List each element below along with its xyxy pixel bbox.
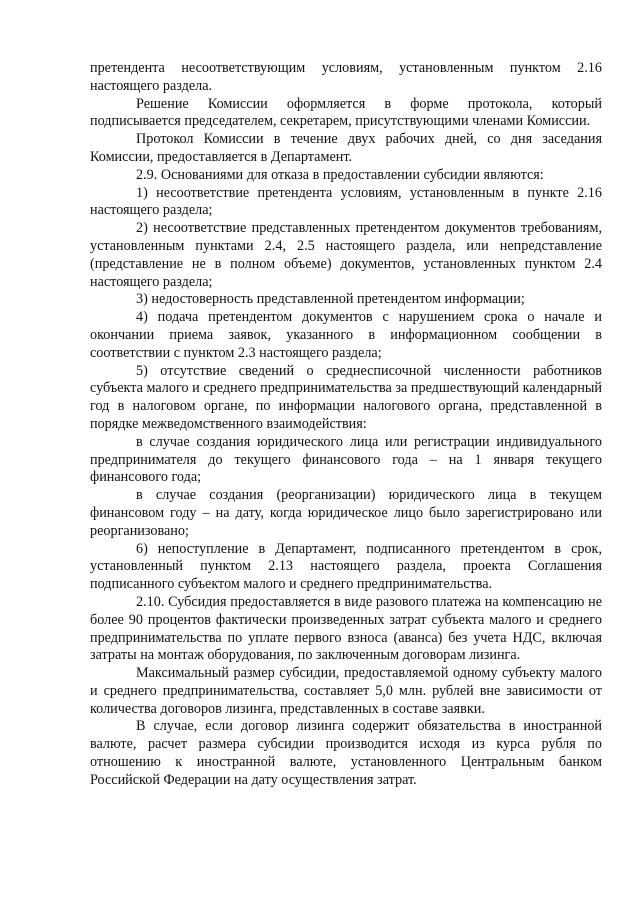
- paragraph-item-1: 1) несоответствие претендента условиям, установленным в пункте 2.16 настоящего раздела;: [90, 184, 602, 219]
- paragraph-item-2: 2) несоответствие представленных претендентом документов требованиям, установленным пунктами 2.4, 2.5 настоящего раздела, или непредставление (представление не в полном объеме) документов, установленных пунктом 2.4 настоящего раздела;: [90, 220, 602, 290]
- paragraph-section-2-9: 2.9. Основаниями для отказа в предоставлении субсидии являются:: [136, 166, 544, 183]
- paragraph-item-5-case-a: в случае создания юридического лица или регистрации индивидуального предпринимателя до текущего финансового года – на 1 января текущего финансового года;: [90, 433, 602, 486]
- paragraph-item-4: 4) подача претендентом документов с нарушением срока о начале и окончании приема заявок, указанного в информационном сообщении в соответствии с пунктом 2.3 настоящего раздела;: [90, 309, 602, 361]
- paragraph-item-6: 6) непоступление в Департамент, подписанного претендентом в срок, установленный пунктом 2.13 настоящего раздела, проекта Соглашения подписанного субъектом малого и среднего предпринимательства.: [90, 540, 602, 593]
- paragraph-continuation: претендента несоответствующим условиям, установленным пунктом 2.16 настоящего раздела.: [90, 60, 602, 94]
- paragraph-item-5-case-b: в случае создания (реорганизации) юридического лица в текущем финансовом году – на дату, когда юридическое лицо было зарегистрировано или реорганизовано;: [90, 487, 602, 539]
- paragraph-item-5: 5) отсутствие сведений о среднесписочной численности работников субъекта малого и среднего предпринимательства за предшествующий календарный год в налоговом органе, по информации налогового органа, представленной в порядке межведомственного взаимодействия:: [90, 362, 602, 432]
- paragraph-section-2-10: 2.10. Субсидия предоставляется в виде разового платежа на компенсацию не более 90 процентов фактически произведенных затрат субъекта малого и среднего предпринимательства по уплате первого взноса (аванса) без учета НДС, включая затраты на монтаж оборудования, по заключенным договорам лизинга.: [90, 593, 602, 664]
- paragraph-foreign-currency: В случае, если договор лизинга содержит обязательства в иностранной валюте, расчет размера субсидии производится исходя из курса рубля по отношению к иностранной валюте, установленного Центральным банком Российской Федерации на дату осуществления затрат.: [90, 718, 602, 788]
- paragraph-commission-decision: Решение Комиссии оформляется в форме протокола, который подписывается председателем, секретарем, присутствующими членами Комиссии.: [90, 95, 602, 130]
- paragraph-item-3: 3) недостоверность представленной претендентом информации;: [136, 291, 525, 308]
- paragraph-max-subsidy: Максимальный размер субсидии, предоставляемой одному субъекту малого и среднего предпринимательства, составляет 5,0 млн. рублей вне зависимости от количества договоров лизинга, представленных в составе заявки.: [90, 665, 602, 717]
- paragraph-commission-protocol: Протокол Комиссии в течение двух рабочих дней, со дня заседания Комиссии, предоставляется в Департамент.: [90, 131, 602, 165]
- document-page: [90, 60, 602, 790]
